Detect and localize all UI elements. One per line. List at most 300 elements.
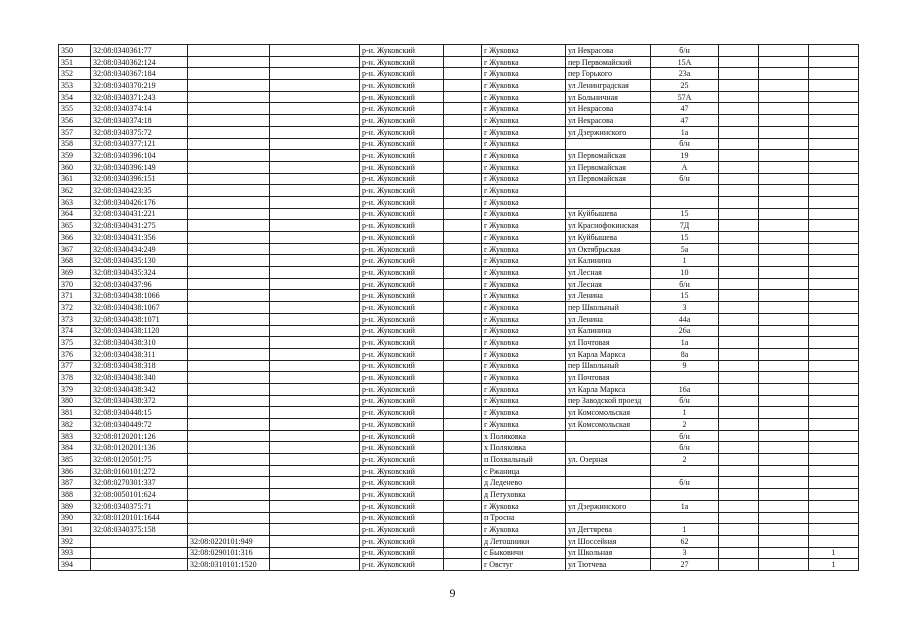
locality-cell: г Жуковка <box>482 407 566 419</box>
table-row <box>59 126 859 138</box>
row-number: 367 <box>59 243 91 255</box>
empty-cell <box>719 91 759 103</box>
empty-cell <box>719 407 759 419</box>
empty-cell <box>719 535 759 547</box>
empty-cell <box>270 442 360 454</box>
count-cell: 1 <box>809 547 859 559</box>
row-number: 357 <box>59 126 91 138</box>
cadastral-number-alt <box>188 173 270 185</box>
table-row <box>59 454 859 466</box>
district-cell: р-н. Жуковский <box>360 348 444 360</box>
cadastral-number: 32:08:0120101:1644 <box>91 512 188 524</box>
street-cell: пер Школьный <box>566 360 651 372</box>
cadastral-number-alt <box>188 524 270 536</box>
cadastral-number-alt <box>188 150 270 162</box>
empty-cell <box>759 80 809 92</box>
locality-cell: г Жуковка <box>482 290 566 302</box>
empty-cell <box>444 45 482 57</box>
row-number: 355 <box>59 103 91 115</box>
table-row <box>59 477 859 489</box>
cadastral-number-alt <box>188 255 270 267</box>
table-row <box>59 115 859 127</box>
table-row <box>59 80 859 92</box>
empty-cell <box>270 465 360 477</box>
empty-cell <box>270 454 360 466</box>
row-number: 381 <box>59 407 91 419</box>
empty-cell <box>444 442 482 454</box>
table-row <box>59 442 859 454</box>
cadastral-number-alt <box>188 419 270 431</box>
locality-cell: д Летошники <box>482 535 566 547</box>
cadastral-number-alt <box>188 208 270 220</box>
row-number: 382 <box>59 419 91 431</box>
empty-cell <box>270 489 360 501</box>
street-cell: ул Некрасова <box>566 115 651 127</box>
count-cell <box>809 255 859 267</box>
count-cell <box>809 196 859 208</box>
empty-cell <box>759 395 809 407</box>
empty-cell <box>759 91 809 103</box>
house-number: 1 <box>651 524 719 536</box>
row-number: 356 <box>59 115 91 127</box>
cadastral-number: 32:08:0340374:14 <box>91 103 188 115</box>
street-cell <box>566 489 651 501</box>
count-cell <box>809 290 859 302</box>
empty-cell <box>719 489 759 501</box>
empty-cell <box>719 150 759 162</box>
house-number: б/н <box>651 278 719 290</box>
cadastral-number-alt: 32:08:0290101:316 <box>188 547 270 559</box>
table-row <box>59 232 859 244</box>
empty-cell <box>270 243 360 255</box>
empty-cell <box>270 185 360 197</box>
district-cell: р-н. Жуковский <box>360 173 444 185</box>
count-cell <box>809 173 859 185</box>
cadastral-number-alt <box>188 500 270 512</box>
district-cell: р-н. Жуковский <box>360 68 444 80</box>
empty-cell <box>444 430 482 442</box>
district-cell: р-н. Жуковский <box>360 454 444 466</box>
house-number: 3 <box>651 302 719 314</box>
count-cell <box>809 302 859 314</box>
district-cell: р-н. Жуковский <box>360 559 444 571</box>
house-number: 27 <box>651 559 719 571</box>
house-number: 7Д <box>651 220 719 232</box>
table-row <box>59 138 859 150</box>
row-number: 354 <box>59 91 91 103</box>
empty-cell <box>759 161 809 173</box>
house-number: 8а <box>651 348 719 360</box>
house-number: 15 <box>651 208 719 220</box>
cadastral-number-alt <box>188 360 270 372</box>
count-cell <box>809 325 859 337</box>
house-number: 44а <box>651 313 719 325</box>
empty-cell <box>719 372 759 384</box>
row-number: 375 <box>59 337 91 349</box>
house-number: 26а <box>651 325 719 337</box>
empty-cell <box>759 150 809 162</box>
cadastral-number: 32:08:0340438:311 <box>91 348 188 360</box>
cadastral-number-alt <box>188 383 270 395</box>
house-number: 1а <box>651 337 719 349</box>
street-cell <box>566 512 651 524</box>
street-cell <box>566 477 651 489</box>
empty-cell <box>270 500 360 512</box>
count-cell <box>809 500 859 512</box>
street-cell: ул Дзержинского <box>566 500 651 512</box>
locality-cell: г Жуковка <box>482 115 566 127</box>
empty-cell <box>759 173 809 185</box>
table-row <box>59 372 859 384</box>
empty-cell <box>759 383 809 395</box>
empty-cell <box>719 465 759 477</box>
empty-cell <box>270 395 360 407</box>
empty-cell <box>444 290 482 302</box>
locality-cell: г Жуковка <box>482 278 566 290</box>
empty-cell <box>719 547 759 559</box>
empty-cell <box>719 103 759 115</box>
empty-cell <box>444 138 482 150</box>
locality-cell: г Жуковка <box>482 56 566 68</box>
count-cell <box>809 535 859 547</box>
empty-cell <box>759 45 809 57</box>
count-cell: 1 <box>809 559 859 571</box>
street-cell <box>566 430 651 442</box>
district-cell: р-н. Жуковский <box>360 220 444 232</box>
empty-cell <box>719 454 759 466</box>
empty-cell <box>270 103 360 115</box>
row-number: 363 <box>59 196 91 208</box>
table-row <box>59 91 859 103</box>
count-cell <box>809 395 859 407</box>
count-cell <box>809 454 859 466</box>
district-cell: р-н. Жуковский <box>360 232 444 244</box>
cadastral-number-alt <box>188 313 270 325</box>
count-cell <box>809 512 859 524</box>
house-number: 2 <box>651 454 719 466</box>
empty-cell <box>270 547 360 559</box>
locality-cell: г Жуковка <box>482 372 566 384</box>
cadastral-number-alt <box>188 430 270 442</box>
empty-cell <box>270 430 360 442</box>
district-cell: р-н. Жуковский <box>360 115 444 127</box>
empty-cell <box>719 80 759 92</box>
house-number: А <box>651 161 719 173</box>
row-number: 369 <box>59 267 91 279</box>
table-row <box>59 56 859 68</box>
count-cell <box>809 161 859 173</box>
locality-cell: г Жуковка <box>482 383 566 395</box>
house-number: б/н <box>651 442 719 454</box>
empty-cell <box>444 419 482 431</box>
empty-cell <box>719 360 759 372</box>
empty-cell <box>444 208 482 220</box>
street-cell: ул Комсомольская <box>566 407 651 419</box>
locality-cell: г Жуковка <box>482 419 566 431</box>
cadastral-number: 32:08:0340375:71 <box>91 500 188 512</box>
empty-cell <box>444 489 482 501</box>
empty-cell <box>270 325 360 337</box>
count-cell <box>809 220 859 232</box>
district-cell: р-н. Жуковский <box>360 325 444 337</box>
table-row <box>59 185 859 197</box>
cadastral-number: 32:08:0340438:1071 <box>91 313 188 325</box>
district-cell: р-н. Жуковский <box>360 243 444 255</box>
cadastral-number-alt <box>188 290 270 302</box>
house-number <box>651 465 719 477</box>
district-cell: р-н. Жуковский <box>360 138 444 150</box>
count-cell <box>809 419 859 431</box>
cadastral-number: 32:08:0340438:342 <box>91 383 188 395</box>
empty-cell <box>759 430 809 442</box>
empty-cell <box>719 255 759 267</box>
street-cell: ул Карла Маркса <box>566 348 651 360</box>
count-cell <box>809 103 859 115</box>
district-cell: р-н. Жуковский <box>360 267 444 279</box>
locality-cell: г Жуковка <box>482 232 566 244</box>
cadastral-number: 32:08:0340448:15 <box>91 407 188 419</box>
cadastral-number-alt <box>188 465 270 477</box>
count-cell <box>809 337 859 349</box>
locality-cell: г Жуковка <box>482 196 566 208</box>
empty-cell <box>444 477 482 489</box>
empty-cell <box>759 360 809 372</box>
empty-cell <box>444 337 482 349</box>
house-number: 2 <box>651 419 719 431</box>
street-cell: пер Школьный <box>566 302 651 314</box>
empty-cell <box>270 407 360 419</box>
street-cell: ул Первомайская <box>566 161 651 173</box>
cadastral-number: 32:08:0340375:72 <box>91 126 188 138</box>
cadastral-number-alt <box>188 115 270 127</box>
empty-cell <box>270 419 360 431</box>
street-cell: ул Карла Маркса <box>566 383 651 395</box>
empty-cell <box>719 161 759 173</box>
row-number: 365 <box>59 220 91 232</box>
empty-cell <box>270 68 360 80</box>
empty-cell <box>270 196 360 208</box>
cadastral-number: 32:08:0340396:151 <box>91 173 188 185</box>
cadastral-number: 32:08:0340396:149 <box>91 161 188 173</box>
cadastral-number-alt <box>188 302 270 314</box>
table-row <box>59 547 859 559</box>
street-cell <box>566 442 651 454</box>
empty-cell <box>719 196 759 208</box>
empty-cell <box>444 255 482 267</box>
row-number: 384 <box>59 442 91 454</box>
street-cell: ул Куйбышева <box>566 232 651 244</box>
row-number: 389 <box>59 500 91 512</box>
house-number: 5а <box>651 243 719 255</box>
cadastral-number-alt <box>188 372 270 384</box>
empty-cell <box>719 290 759 302</box>
district-cell: р-н. Жуковский <box>360 313 444 325</box>
district-cell: р-н. Жуковский <box>360 45 444 57</box>
row-number: 391 <box>59 524 91 536</box>
cadastral-number-alt <box>188 407 270 419</box>
row-number: 366 <box>59 232 91 244</box>
cadastral-number: 32:08:0340362:124 <box>91 56 188 68</box>
empty-cell <box>719 430 759 442</box>
empty-cell <box>444 126 482 138</box>
cadastral-number: 32:08:0340374:18 <box>91 115 188 127</box>
cadastral-number: 32:08:0050101:624 <box>91 489 188 501</box>
cadastral-number: 32:08:0340431:275 <box>91 220 188 232</box>
table-row <box>59 161 859 173</box>
empty-cell <box>444 395 482 407</box>
cadastral-number: 32:08:0340370:219 <box>91 80 188 92</box>
empty-cell <box>444 278 482 290</box>
cadastral-number-alt <box>188 395 270 407</box>
empty-cell <box>719 313 759 325</box>
row-number: 368 <box>59 255 91 267</box>
table-row <box>59 243 859 255</box>
count-cell <box>809 126 859 138</box>
empty-cell <box>759 267 809 279</box>
empty-cell <box>719 442 759 454</box>
cadastral-number: 32:08:0160101:272 <box>91 465 188 477</box>
district-cell: р-н. Жуковский <box>360 442 444 454</box>
table-row <box>59 489 859 501</box>
street-cell: ул Лесная <box>566 267 651 279</box>
row-number: 390 <box>59 512 91 524</box>
cadastral-number-alt <box>188 56 270 68</box>
locality-cell: г Жуковка <box>482 45 566 57</box>
empty-cell <box>759 465 809 477</box>
empty-cell <box>719 383 759 395</box>
empty-cell <box>759 500 809 512</box>
district-cell: р-н. Жуковский <box>360 419 444 431</box>
house-number: 9 <box>651 360 719 372</box>
cadastral-number: 32:08:0340431:221 <box>91 208 188 220</box>
table-row <box>59 313 859 325</box>
locality-cell: г Жуковка <box>482 138 566 150</box>
empty-cell <box>759 313 809 325</box>
cadastral-number: 32:08:0340435:130 <box>91 255 188 267</box>
house-number: 1 <box>651 407 719 419</box>
empty-cell <box>270 524 360 536</box>
table-row <box>59 325 859 337</box>
cadastral-number-alt <box>188 45 270 57</box>
empty-cell <box>270 126 360 138</box>
row-number: 361 <box>59 173 91 185</box>
locality-cell: г Жуковка <box>482 348 566 360</box>
empty-cell <box>444 196 482 208</box>
table-row <box>59 255 859 267</box>
district-cell: р-н. Жуковский <box>360 91 444 103</box>
table-row <box>59 500 859 512</box>
cadastral-number <box>91 559 188 571</box>
cadastral-number-alt <box>188 220 270 232</box>
cadastral-number-alt <box>188 489 270 501</box>
cadastral-number-alt <box>188 68 270 80</box>
empty-cell <box>719 115 759 127</box>
empty-cell <box>270 138 360 150</box>
empty-cell <box>444 500 482 512</box>
cadastral-number <box>91 535 188 547</box>
row-number: 393 <box>59 547 91 559</box>
empty-cell <box>444 547 482 559</box>
house-number <box>651 489 719 501</box>
district-cell: р-н. Жуковский <box>360 465 444 477</box>
locality-cell: г Жуковка <box>482 500 566 512</box>
empty-cell <box>270 559 360 571</box>
house-number: 15 <box>651 290 719 302</box>
locality-cell: г Жуковка <box>482 103 566 115</box>
cadastral-number: 32:08:0340361:77 <box>91 45 188 57</box>
cadastral-number-alt <box>188 348 270 360</box>
empty-cell <box>759 115 809 127</box>
district-cell: р-н. Жуковский <box>360 185 444 197</box>
table-row <box>59 196 859 208</box>
empty-cell <box>759 348 809 360</box>
table-row <box>59 430 859 442</box>
street-cell <box>566 138 651 150</box>
house-number: 1а <box>651 126 719 138</box>
empty-cell <box>270 255 360 267</box>
empty-cell <box>444 243 482 255</box>
empty-cell <box>444 220 482 232</box>
empty-cell <box>719 220 759 232</box>
empty-cell <box>719 185 759 197</box>
row-number: 370 <box>59 278 91 290</box>
empty-cell <box>759 547 809 559</box>
cadastral-number: 32:08:0340449:72 <box>91 419 188 431</box>
empty-cell <box>270 45 360 57</box>
cadastral-number: 32:08:0340431:356 <box>91 232 188 244</box>
empty-cell <box>270 348 360 360</box>
empty-cell <box>444 524 482 536</box>
row-number: 385 <box>59 454 91 466</box>
house-number: 47 <box>651 115 719 127</box>
locality-cell: г Жуковка <box>482 302 566 314</box>
empty-cell <box>444 91 482 103</box>
empty-cell <box>759 442 809 454</box>
house-number: б/н <box>651 45 719 57</box>
cadastral-number-alt <box>188 138 270 150</box>
district-cell: р-н. Жуковский <box>360 302 444 314</box>
locality-cell: г Жуковка <box>482 524 566 536</box>
district-cell: р-н. Жуковский <box>360 255 444 267</box>
empty-cell <box>444 325 482 337</box>
street-cell <box>566 196 651 208</box>
count-cell <box>809 383 859 395</box>
empty-cell <box>444 383 482 395</box>
district-cell: р-н. Жуковский <box>360 208 444 220</box>
table-row <box>59 535 859 547</box>
count-cell <box>809 185 859 197</box>
empty-cell <box>444 348 482 360</box>
district-cell: р-н. Жуковский <box>360 500 444 512</box>
street-cell: ул Лесная <box>566 278 651 290</box>
empty-cell <box>759 559 809 571</box>
count-cell <box>809 442 859 454</box>
street-cell: ул Ленина <box>566 290 651 302</box>
street-cell: пер Заводской проезд <box>566 395 651 407</box>
table-row <box>59 68 859 80</box>
row-number: 352 <box>59 68 91 80</box>
empty-cell <box>759 208 809 220</box>
row-number: 358 <box>59 138 91 150</box>
count-cell <box>809 232 859 244</box>
empty-cell <box>719 337 759 349</box>
empty-cell <box>270 220 360 232</box>
locality-cell: г Жуковка <box>482 395 566 407</box>
cadastral-number-alt <box>188 103 270 115</box>
row-number: 364 <box>59 208 91 220</box>
empty-cell <box>759 337 809 349</box>
cadastral-number: 32:08:0340367:184 <box>91 68 188 80</box>
